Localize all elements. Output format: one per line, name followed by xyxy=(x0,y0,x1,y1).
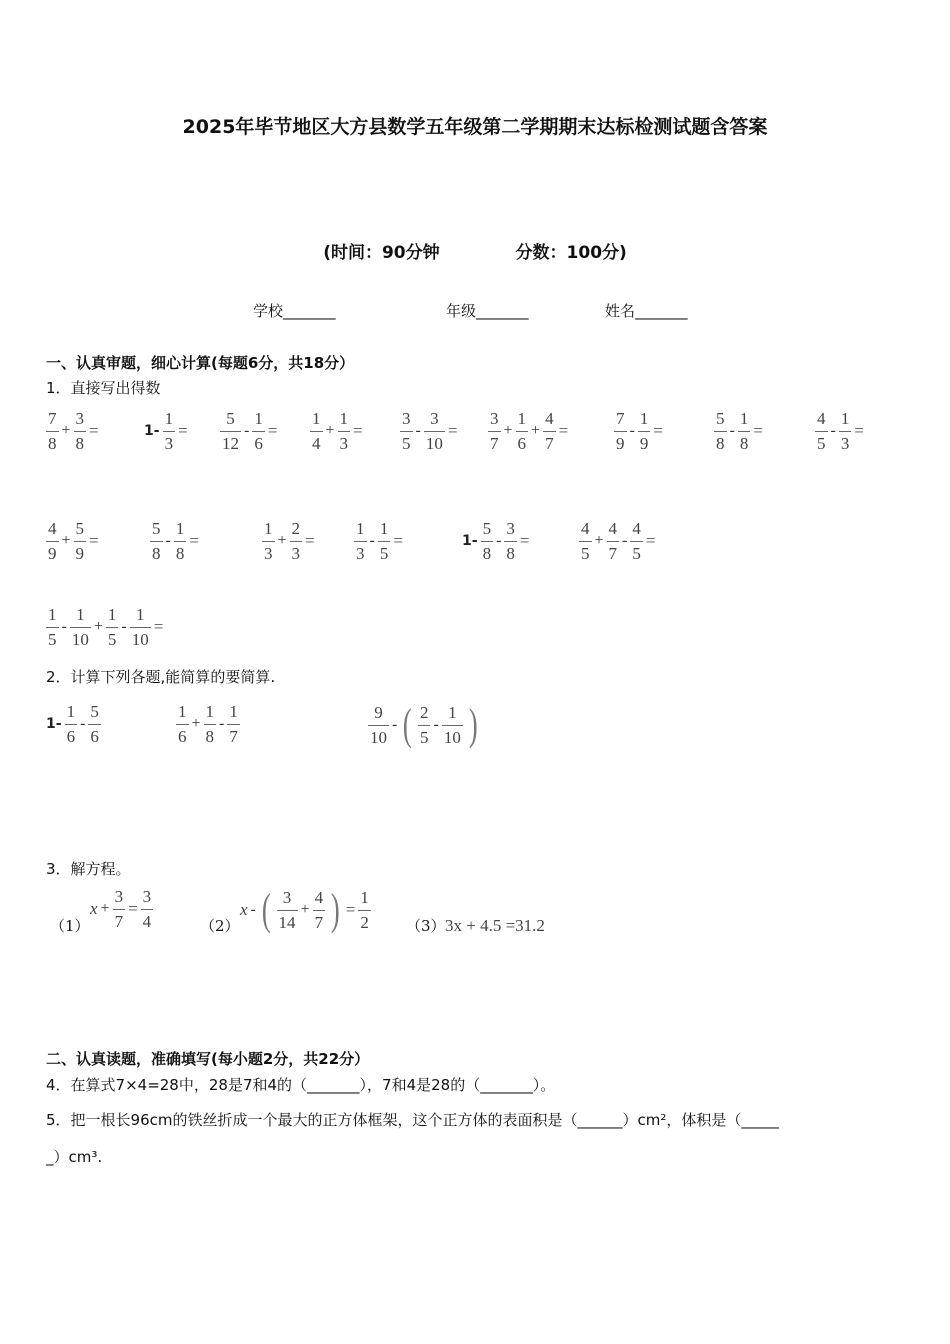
fraction-bar xyxy=(714,431,727,432)
fraction-bar xyxy=(46,541,59,542)
denominator: 3 xyxy=(264,543,273,563)
fraction xyxy=(106,606,119,649)
denominator: 3 xyxy=(339,433,349,453)
numerator: 4 xyxy=(817,409,826,428)
numerator: 5 xyxy=(482,519,492,538)
expr xyxy=(354,520,403,563)
denominator: 5 xyxy=(632,543,641,563)
operator: - xyxy=(121,618,127,636)
fraction xyxy=(400,410,413,453)
numerator: 4 xyxy=(545,409,554,428)
q2-expr-1 xyxy=(46,703,101,746)
expr xyxy=(46,520,99,563)
fraction-bar xyxy=(174,541,187,542)
fraction-bar xyxy=(290,541,303,542)
equals-sign: = xyxy=(153,617,164,637)
numerator: 9 xyxy=(374,702,383,722)
operator: - xyxy=(496,532,502,550)
denominator: 6 xyxy=(254,433,263,453)
denominator: 8 xyxy=(48,433,57,453)
operator: - xyxy=(622,532,628,550)
equals-sign: = xyxy=(447,421,458,441)
fraction xyxy=(338,410,351,453)
fraction xyxy=(277,889,298,932)
page-title: 2025年毕节地区大方县数学五年级第二学期期末达标检测试题含答案 xyxy=(182,116,768,138)
numerator: 3 xyxy=(114,887,124,906)
fraction xyxy=(579,520,592,563)
expr xyxy=(488,410,568,453)
fraction xyxy=(174,520,187,563)
fraction-bar xyxy=(46,627,59,628)
denominator: 7 xyxy=(545,433,554,453)
one-minus: 1- xyxy=(144,423,160,440)
variable: x xyxy=(90,899,98,919)
equals-sign: = xyxy=(393,531,403,551)
fraction xyxy=(714,410,727,453)
expr xyxy=(579,520,655,563)
operator: + xyxy=(61,422,71,440)
fraction xyxy=(141,888,154,931)
fraction xyxy=(418,704,431,747)
denominator: 7 xyxy=(608,543,618,563)
operator: + xyxy=(191,715,201,733)
fraction-bar xyxy=(738,431,751,432)
fraction xyxy=(290,520,303,563)
operator: - xyxy=(244,422,250,440)
fraction xyxy=(481,520,494,563)
fraction xyxy=(839,410,852,453)
denominator: 9 xyxy=(639,433,649,453)
denominator: 10 xyxy=(370,727,387,747)
denominator: 6 xyxy=(517,433,527,453)
expr xyxy=(220,410,277,453)
equals-sign: = xyxy=(653,421,663,441)
fraction xyxy=(488,410,501,453)
parenthesis: ( xyxy=(261,885,271,934)
one-minus: 1- xyxy=(46,716,62,733)
fraction xyxy=(204,703,217,746)
operator: - xyxy=(392,716,398,733)
denominator: 10 xyxy=(71,629,89,649)
expr xyxy=(144,410,188,453)
question-3: 3．解方程。 xyxy=(46,860,131,878)
fraction-bar xyxy=(150,541,163,542)
denominator: 8 xyxy=(482,543,492,563)
time-info: (时间：90分钟 xyxy=(323,243,440,263)
equals-sign: = xyxy=(645,531,656,551)
numerator: 5 xyxy=(75,519,85,538)
fraction xyxy=(815,410,828,453)
section-2-heading: 二、认真读题，准确填写(每小题2分，共22分） xyxy=(46,1050,370,1068)
numerator: 1 xyxy=(840,409,850,428)
fraction xyxy=(176,703,189,746)
numerator: 1 xyxy=(264,519,273,538)
denominator: 4 xyxy=(142,911,152,931)
fraction xyxy=(504,520,517,563)
fraction xyxy=(163,410,176,453)
fraction-bar xyxy=(262,541,275,542)
denominator: 5 xyxy=(48,629,57,649)
fraction xyxy=(150,520,163,563)
denominator: 14 xyxy=(278,912,296,932)
fraction-bar xyxy=(481,541,494,542)
fraction-bar xyxy=(607,541,620,542)
numerator: 1 xyxy=(178,702,187,721)
denominator: 5 xyxy=(107,629,117,649)
fraction xyxy=(70,606,91,649)
denominator: 8 xyxy=(152,543,161,563)
numerator: 5 xyxy=(226,409,235,428)
equals-sign: = xyxy=(558,421,569,441)
equation-2 xyxy=(240,885,371,934)
fraction-bar xyxy=(227,724,240,725)
fraction xyxy=(252,410,265,453)
fraction-bar xyxy=(400,431,413,432)
denominator: 7 xyxy=(490,433,499,453)
operator: - xyxy=(433,716,439,733)
denominator: 10 xyxy=(425,433,443,453)
denominator: 5 xyxy=(402,433,411,453)
equation-1 xyxy=(90,888,153,931)
operator: - xyxy=(729,422,735,440)
fraction-bar xyxy=(163,431,176,432)
numerator: 5 xyxy=(152,519,161,538)
fraction-bar xyxy=(368,725,389,726)
numerator: 1 xyxy=(379,519,389,538)
denominator: 3 xyxy=(164,433,174,453)
numerator: 1 xyxy=(356,519,365,538)
fraction-bar xyxy=(630,541,643,542)
operator: + xyxy=(325,422,335,440)
fraction xyxy=(630,520,643,563)
operator: - xyxy=(80,715,86,733)
denominator: 10 xyxy=(131,629,149,649)
expr xyxy=(714,410,763,453)
equals-sign: = xyxy=(89,421,99,441)
denominator: 5 xyxy=(419,727,429,747)
fraction-bar xyxy=(46,431,59,432)
denominator: 8 xyxy=(175,543,185,563)
denominator: 6 xyxy=(66,726,76,746)
numerator: 4 xyxy=(314,887,324,907)
one-minus: 1- xyxy=(462,533,478,550)
numerator: 1 xyxy=(175,519,185,538)
numerator: 1 xyxy=(360,887,369,907)
numerator: 1 xyxy=(339,409,349,428)
question-4: 4．在算式7×4=28中，28是7和4的（_______），7和4是28的（_______）。 xyxy=(46,1076,556,1094)
fraction-bar xyxy=(130,627,151,628)
fraction xyxy=(424,410,445,453)
denominator: 10 xyxy=(443,727,461,747)
q2-expr-2 xyxy=(176,703,240,746)
denominator: 7 xyxy=(314,912,324,932)
expr xyxy=(815,410,864,453)
equals-sign: = xyxy=(89,531,99,551)
eq3-label: （3） xyxy=(406,917,446,935)
denominator: 9 xyxy=(616,433,625,453)
fraction-bar xyxy=(378,541,391,542)
numerator: 1 xyxy=(254,409,263,428)
fraction-bar xyxy=(839,431,852,432)
numerator: 2 xyxy=(419,702,429,722)
equals-sign: = xyxy=(353,421,363,441)
numerator: 3 xyxy=(430,409,439,428)
denominator: 4 xyxy=(312,433,321,453)
fraction xyxy=(543,410,556,453)
numerator: 5 xyxy=(716,409,725,428)
denominator: 6 xyxy=(178,726,187,746)
section-1-heading: 一、认真审题，细心计算(每题6分，共18分） xyxy=(46,354,355,372)
numerator: 4 xyxy=(632,519,641,538)
denominator: 5 xyxy=(379,543,389,563)
grade-field[interactable]: 年级_______ xyxy=(446,302,529,320)
expr xyxy=(46,410,99,453)
fraction-bar xyxy=(354,541,367,542)
fraction-bar xyxy=(310,431,323,432)
numerator: 3 xyxy=(282,887,292,907)
equals-sign: = xyxy=(189,531,199,551)
fraction xyxy=(220,410,241,453)
equals-sign: = xyxy=(178,421,188,441)
fraction-bar xyxy=(313,910,326,911)
fraction xyxy=(113,888,126,931)
expr xyxy=(262,520,315,563)
fraction-bar xyxy=(338,431,351,432)
denominator: 7 xyxy=(114,911,124,931)
eq2-label: （2） xyxy=(200,917,240,935)
numerator: 1 xyxy=(107,605,117,624)
fraction xyxy=(313,889,326,932)
fraction-bar xyxy=(442,725,463,726)
operator: + xyxy=(277,532,287,550)
numerator: 1 xyxy=(66,702,76,721)
operator: - xyxy=(165,532,171,550)
operator: - xyxy=(61,618,67,636)
name-field[interactable]: 姓名_______ xyxy=(605,302,688,320)
fraction-bar xyxy=(614,431,627,432)
denominator: 12 xyxy=(222,433,239,453)
score-info: 分数：100分) xyxy=(515,243,627,263)
fraction-bar xyxy=(418,725,431,726)
denominator: 7 xyxy=(229,726,238,746)
fraction xyxy=(46,606,59,649)
fraction-bar xyxy=(65,724,78,725)
q2-expr-3 xyxy=(368,700,480,749)
fraction xyxy=(262,520,275,563)
eq1-label: （1） xyxy=(50,917,90,935)
expr xyxy=(150,520,199,563)
denominator: 3 xyxy=(356,543,365,563)
numerator: 1 xyxy=(205,702,215,721)
exam-subtitle xyxy=(0,238,950,263)
equals-sign: = xyxy=(128,899,138,919)
fraction-bar xyxy=(277,910,298,911)
denominator: 5 xyxy=(817,433,826,453)
numerator: 1 xyxy=(229,702,238,721)
operator: + xyxy=(300,901,310,918)
numerator: 3 xyxy=(402,409,411,428)
fraction-bar xyxy=(74,431,87,432)
fraction-bar xyxy=(141,909,154,910)
denominator: 8 xyxy=(205,726,215,746)
numerator: 1 xyxy=(312,409,321,428)
fraction-bar xyxy=(204,724,217,725)
expr xyxy=(400,410,457,453)
expr xyxy=(614,410,663,453)
fraction xyxy=(46,410,59,453)
operator: + xyxy=(93,618,103,636)
parenthesis: ) xyxy=(330,885,340,934)
fraction-bar xyxy=(88,724,101,725)
fraction xyxy=(227,703,240,746)
school-field[interactable]: 学校_______ xyxy=(253,302,336,320)
fraction xyxy=(738,410,751,453)
equation-3: 3x + 4.5 =31.2 xyxy=(445,916,545,935)
parenthesis: ) xyxy=(468,700,478,749)
variable: x xyxy=(240,900,248,919)
numerator: 7 xyxy=(48,409,57,428)
fraction xyxy=(614,410,627,453)
numerator: 1 xyxy=(164,409,174,428)
numerator: 4 xyxy=(48,519,57,538)
numerator: 5 xyxy=(90,702,99,721)
expr xyxy=(46,606,163,649)
numerator: 3 xyxy=(75,409,85,428)
fraction xyxy=(358,889,371,932)
denominator: 9 xyxy=(48,543,57,563)
fraction xyxy=(607,520,620,563)
fraction xyxy=(310,410,323,453)
question-1: 1．直接写出得数 xyxy=(46,379,161,397)
fraction-bar xyxy=(70,627,91,628)
operator: + xyxy=(100,900,110,918)
fraction xyxy=(74,520,87,563)
numerator: 1 xyxy=(517,409,527,428)
fraction-bar xyxy=(815,431,828,432)
fraction xyxy=(65,703,78,746)
fraction xyxy=(130,606,151,649)
denominator: 8 xyxy=(506,543,515,563)
fraction xyxy=(74,410,87,453)
fraction xyxy=(442,704,463,747)
operator: + xyxy=(503,422,513,440)
denominator: 9 xyxy=(75,543,85,563)
numerator: 4 xyxy=(608,519,618,538)
operator: - xyxy=(415,422,421,440)
numerator: 4 xyxy=(581,519,590,538)
fraction xyxy=(368,704,389,747)
denominator: 3 xyxy=(840,433,850,453)
fraction-bar xyxy=(579,541,592,542)
question-5-line2: _）cm³. xyxy=(46,1148,103,1166)
equals-sign: = xyxy=(753,421,763,441)
fraction xyxy=(638,410,651,453)
fraction-bar xyxy=(504,541,517,542)
numerator: 1 xyxy=(76,605,85,624)
operator: - xyxy=(250,901,256,918)
operator: - xyxy=(219,715,225,733)
operator: - xyxy=(629,422,635,440)
numerator: 1 xyxy=(448,702,457,722)
operator: - xyxy=(830,422,836,440)
fraction xyxy=(88,703,101,746)
fraction-bar xyxy=(252,431,265,432)
equals-sign: = xyxy=(854,421,864,441)
numerator: 1 xyxy=(135,605,145,624)
operator: - xyxy=(369,532,375,550)
fraction-bar xyxy=(424,431,445,432)
fraction-bar xyxy=(516,431,529,432)
equals-sign: = xyxy=(267,421,278,441)
expr xyxy=(310,410,363,453)
denominator: 8 xyxy=(716,433,725,453)
fraction-bar xyxy=(220,431,241,432)
fraction xyxy=(46,520,59,563)
fraction-bar xyxy=(74,541,87,542)
fraction xyxy=(354,520,367,563)
question-5-line1: 5．把一根长96cm的铁丝折成一个最大的正方体框架，这个正方体的表面积是（______）cm²，体积是（_____ xyxy=(46,1111,779,1129)
parenthesis: ( xyxy=(403,700,413,749)
fraction xyxy=(378,520,391,563)
denominator: 8 xyxy=(75,433,85,453)
fraction-bar xyxy=(488,431,501,432)
denominator: 8 xyxy=(739,433,749,453)
operator: + xyxy=(61,532,71,550)
equals-sign: = xyxy=(305,531,315,551)
fraction xyxy=(516,410,529,453)
operator: + xyxy=(594,532,604,550)
numerator: 3 xyxy=(142,887,152,906)
denominator: 3 xyxy=(291,543,301,563)
fraction-bar xyxy=(638,431,651,432)
fraction-bar xyxy=(106,627,119,628)
denominator: 6 xyxy=(90,726,99,746)
question-2: 2．计算下列各题,能简算的要简算. xyxy=(46,668,276,686)
equals-sign: = xyxy=(519,531,530,551)
fraction-bar xyxy=(543,431,556,432)
fraction-bar xyxy=(113,909,126,910)
numerator: 1 xyxy=(639,409,649,428)
denominator: 5 xyxy=(581,543,590,563)
operator: + xyxy=(531,422,541,440)
numerator: 3 xyxy=(490,409,499,428)
numerator: 2 xyxy=(291,519,301,538)
fraction-bar xyxy=(176,724,189,725)
numerator: 1 xyxy=(739,409,749,428)
expr xyxy=(462,520,529,563)
equals-sign: = xyxy=(345,900,356,919)
denominator: 2 xyxy=(360,912,369,932)
numerator: 7 xyxy=(616,409,625,428)
fraction-bar xyxy=(358,910,371,911)
numerator: 1 xyxy=(48,605,57,624)
numerator: 3 xyxy=(506,519,515,538)
